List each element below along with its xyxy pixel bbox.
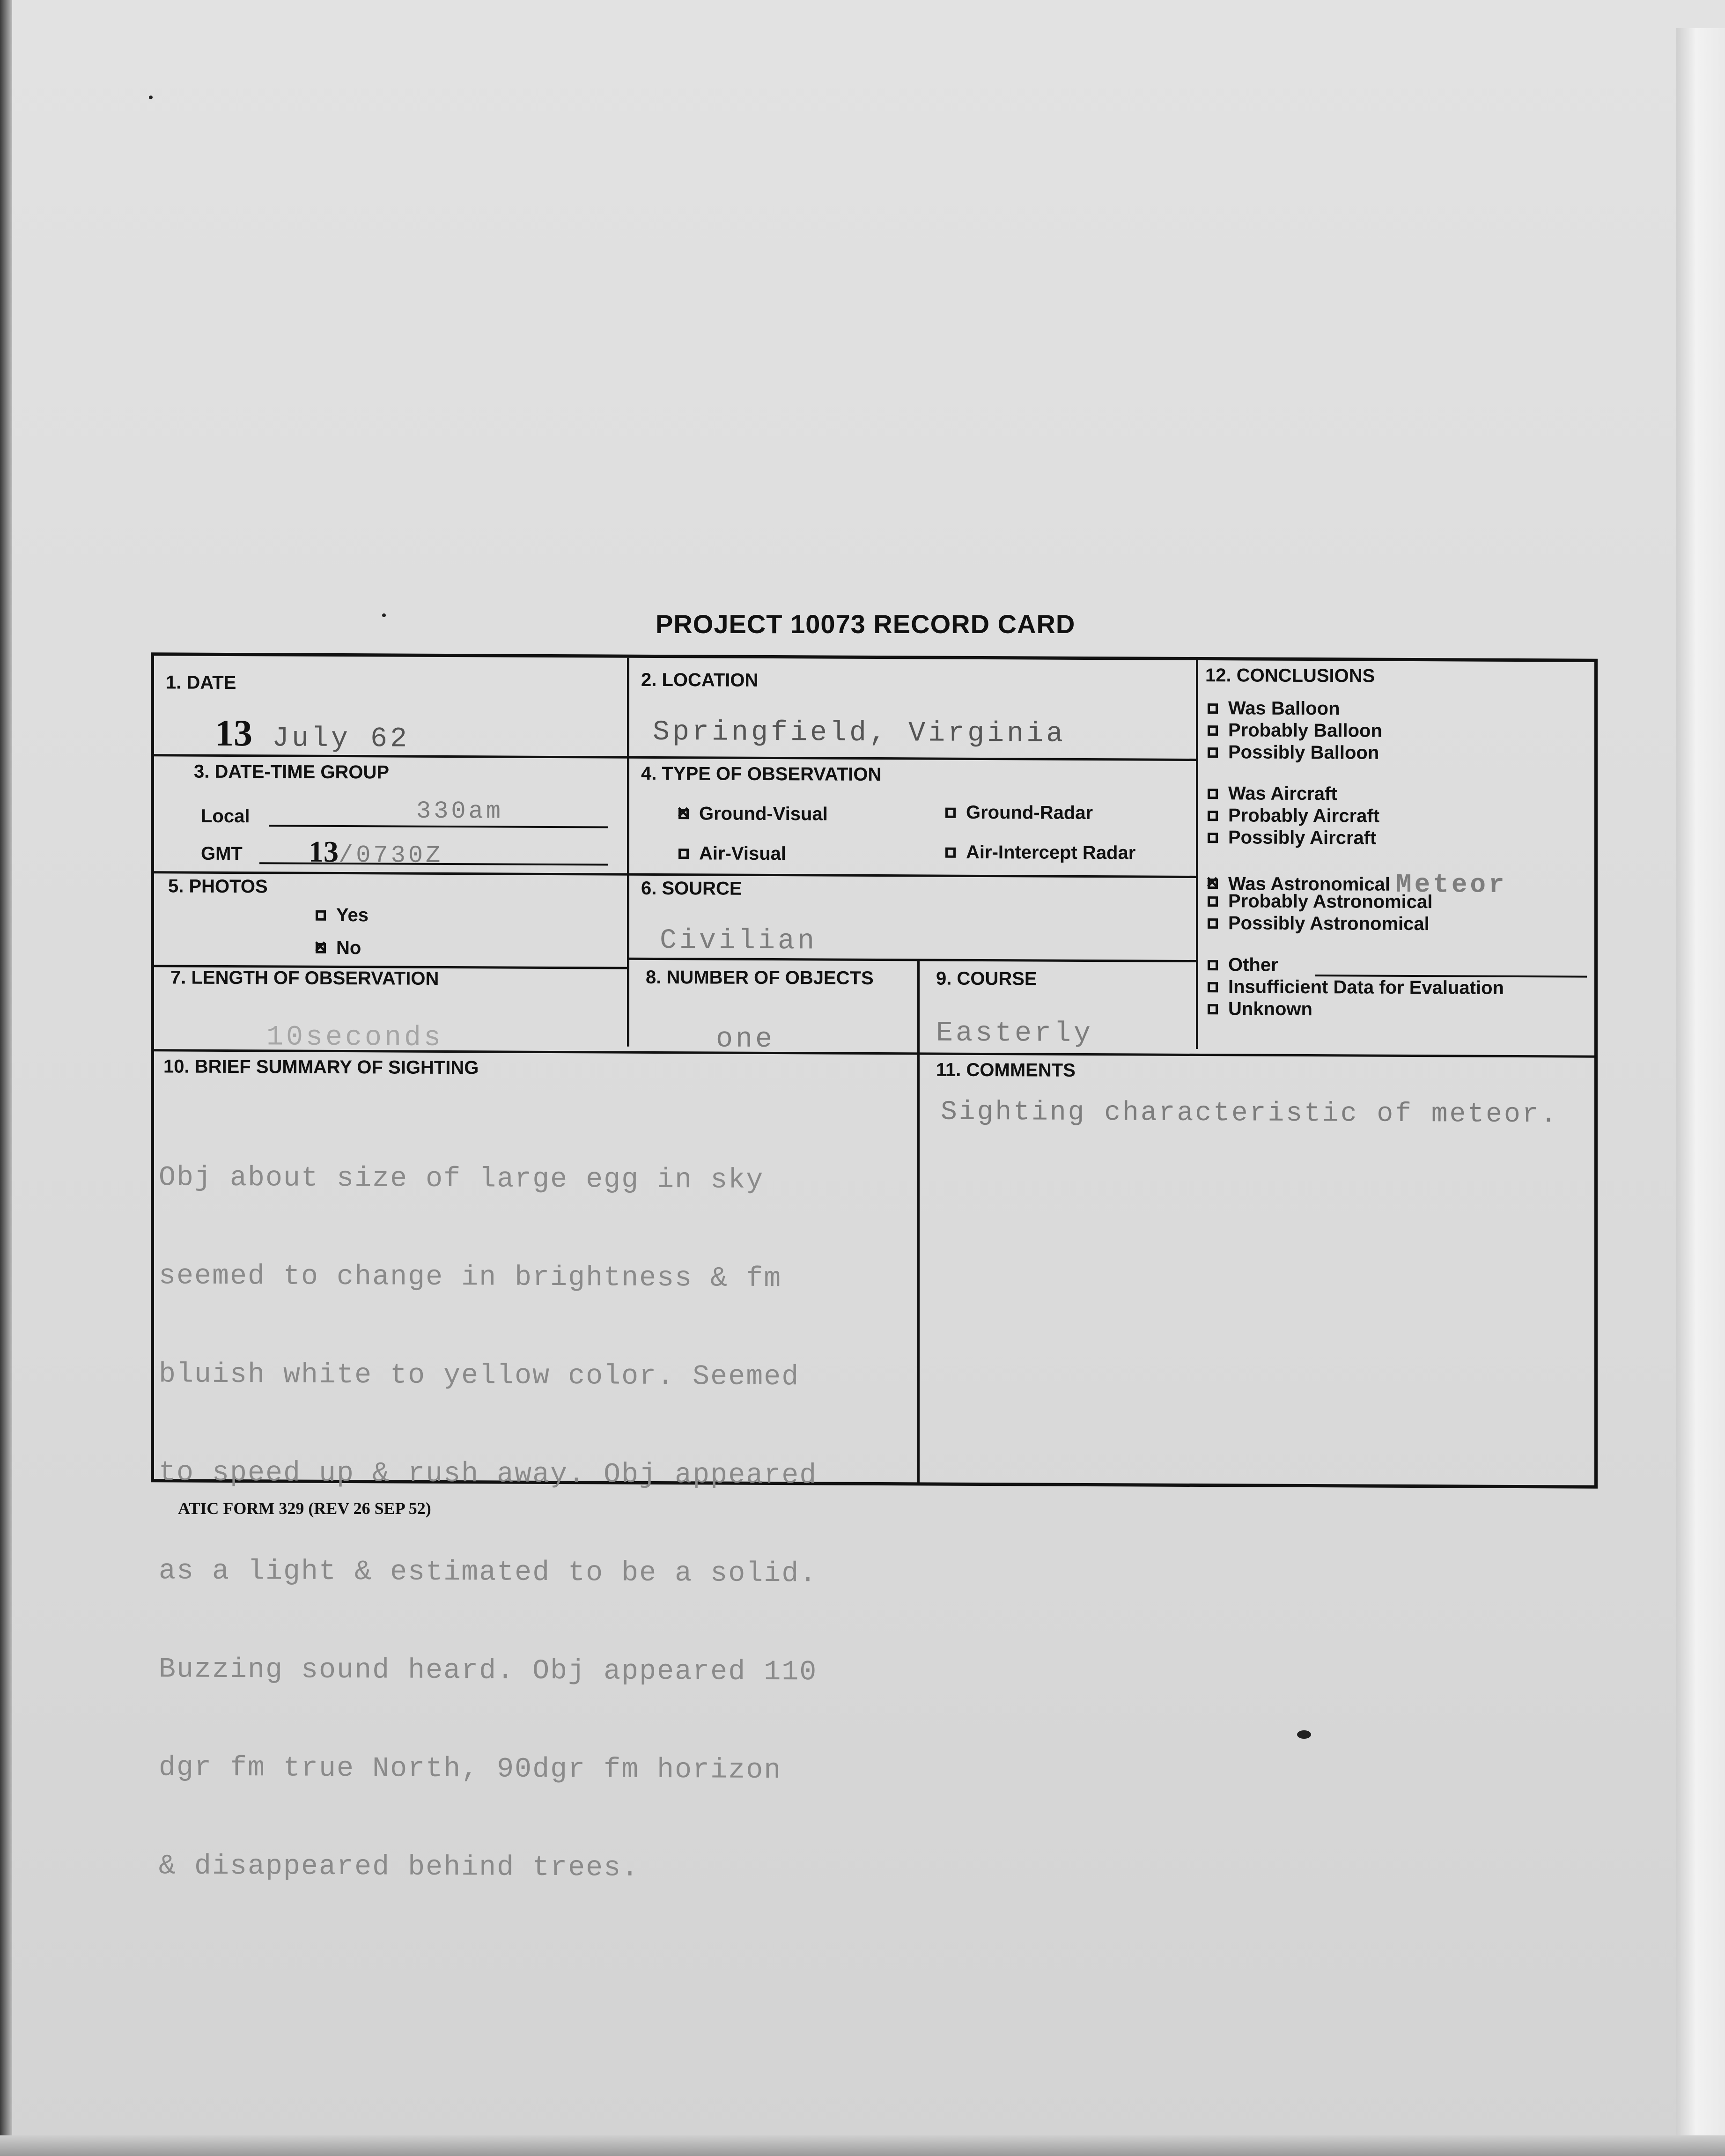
option-label: Ground-Radar [966, 802, 1093, 824]
course-value: Easterly [936, 1017, 1094, 1050]
conclusion-other[interactable] [1208, 954, 1278, 976]
checkbox-icon[interactable] [678, 849, 689, 859]
option-label: Air-Intercept Radar [966, 842, 1136, 864]
speck [382, 613, 386, 617]
conclusion-possibly-astronomical[interactable] [1208, 913, 1430, 935]
checkbox-icon[interactable] [945, 807, 956, 818]
divider [154, 871, 1196, 878]
checkbox-checked-icon[interactable] [316, 943, 326, 953]
card-title: PROJECT 10073 RECORD CARD [656, 609, 1076, 639]
comments-label: 11. COMMENTS [936, 1059, 1076, 1081]
summary-label: 10. BRIEF SUMMARY OF SIGHTING [163, 1056, 479, 1078]
summary-line: Obj about size of large egg in sky [159, 1162, 764, 1196]
option-photos-yes[interactable] [316, 905, 369, 926]
conclusion-label: Was Balloon [1228, 698, 1340, 719]
conclusion-was-balloon[interactable] [1208, 698, 1340, 719]
checkbox-icon[interactable] [1208, 789, 1218, 799]
conclusion-note: Meteor [1396, 869, 1507, 900]
speck [1297, 1730, 1311, 1739]
option-air-intercept-radar[interactable] [945, 842, 1135, 864]
number-of-objects-label: 8. NUMBER OF OBJECTS [646, 967, 874, 989]
checkbox-icon[interactable] [316, 910, 326, 920]
conclusion-probably-astronomical[interactable] [1208, 891, 1432, 913]
film-edge-left [0, 0, 12, 2156]
checkbox-icon[interactable] [1208, 703, 1218, 714]
course-label: 9. COURSE [936, 968, 1037, 989]
option-label: Yes [336, 904, 369, 926]
film-edge-bottom [0, 2135, 1725, 2156]
date-label: 1. DATE [166, 672, 236, 694]
summary-line: seemed to change in brightness & fm [159, 1260, 782, 1295]
checkbox-icon[interactable] [1208, 896, 1218, 907]
gmt-label: GMT [201, 843, 243, 864]
conclusion-label: Possibly Balloon [1228, 742, 1379, 763]
checkbox-icon[interactable] [1208, 833, 1218, 843]
checkbox-checked-icon[interactable] [1208, 879, 1218, 889]
checkbox-checked-icon[interactable] [678, 809, 689, 819]
summary-line: & disappeared behind trees. [159, 1850, 640, 1884]
type-of-observation-label: 4. TYPE OF OBSERVATION [641, 763, 882, 785]
form-id: ATIC FORM 329 (REV 26 SEP 52) [178, 1499, 431, 1518]
location-value: Springfield, Virginia [653, 716, 1066, 750]
summary-line: dgr fm true North, 90dgr fm horizon [159, 1752, 782, 1787]
source-label: 6. SOURCE [641, 878, 742, 899]
conclusion-label: Insufficient Data for Evaluation [1228, 976, 1504, 998]
checkbox-icon[interactable] [1208, 1004, 1218, 1014]
speck [149, 96, 153, 99]
conclusion-label: Unknown [1228, 998, 1312, 1020]
option-label: Ground-Visual [699, 803, 828, 825]
option-ground-visual[interactable] [678, 803, 828, 825]
checkbox-icon[interactable] [1208, 918, 1218, 929]
checkbox-icon[interactable] [1208, 982, 1218, 992]
local-time-value: 330am [416, 797, 504, 826]
film-edge-right [1676, 28, 1725, 2156]
conclusion-label: Possibly Astronomical [1228, 913, 1430, 935]
summary-line: Buzzing sound heard. Obj appeared 110 [159, 1654, 818, 1689]
summary-line: to speed up & rush away. Obj appeared [159, 1457, 818, 1492]
checkbox-icon[interactable] [945, 847, 956, 857]
gmt-day-handwritten: 13 [309, 834, 339, 869]
summary-line: as a light & estimated to be a solid. [159, 1555, 818, 1590]
conclusion-label: Probably Astronomical [1228, 891, 1433, 913]
conclusion-probably-aircraft[interactable] [1208, 805, 1379, 827]
conclusion-label: Probably Balloon [1228, 720, 1382, 741]
option-label: No [336, 937, 361, 959]
length-of-observation-value: 10seconds [266, 1021, 444, 1054]
source-value: Civilian [660, 925, 818, 958]
conclusion-unknown[interactable] [1208, 998, 1312, 1020]
conclusion-label: Probably Aircraft [1228, 805, 1380, 827]
conclusion-label: Was Aircraft [1228, 783, 1337, 805]
checkbox-icon[interactable] [1208, 960, 1218, 970]
date-day-handwritten: 13 [215, 712, 252, 754]
conclusion-was-aircraft[interactable] [1208, 783, 1337, 805]
date-time-group-label: 3. DATE-TIME GROUP [194, 761, 390, 783]
conclusions-label: 12. CONCLUSIONS [1205, 665, 1375, 687]
gmt-value [309, 834, 443, 870]
conclusion-possibly-balloon[interactable] [1208, 742, 1379, 764]
photos-label: 5. PHOTOS [168, 876, 268, 897]
option-photos-no[interactable] [316, 938, 361, 959]
divider [627, 658, 629, 1047]
summary-line: bluish white to yellow color. Seemed [159, 1359, 800, 1394]
divider [627, 958, 1196, 962]
conclusion-label: Possibly Aircraft [1228, 827, 1377, 849]
location-label: 2. LOCATION [641, 669, 759, 691]
date-value [215, 712, 410, 756]
conclusion-label: Was Astronomical [1228, 873, 1390, 895]
checkbox-icon[interactable] [1208, 725, 1218, 736]
local-underline [269, 825, 608, 828]
option-label: Air-Visual [699, 843, 786, 864]
length-of-observation-label: 7. LENGTH OF OBSERVATION [170, 967, 439, 989]
local-label: Local [201, 805, 250, 827]
summary-text [159, 1096, 922, 1951]
conclusion-insufficient-data[interactable] [1208, 976, 1504, 999]
conclusion-possibly-aircraft[interactable] [1208, 827, 1376, 849]
gmt-time: /0730Z [339, 842, 443, 870]
option-air-visual[interactable] [678, 843, 786, 864]
number-of-objects-value: one [716, 1023, 775, 1056]
date-month-year: July 62 [272, 723, 410, 755]
checkbox-icon[interactable] [1208, 747, 1218, 758]
divider [1196, 660, 1198, 1049]
checkbox-icon[interactable] [1208, 811, 1218, 821]
conclusion-probably-balloon[interactable] [1208, 720, 1382, 742]
option-ground-radar[interactable] [945, 802, 1093, 824]
conclusion-label: Other [1228, 954, 1278, 975]
comments-value: Sighting characteristic of meteor. [941, 1097, 1559, 1130]
